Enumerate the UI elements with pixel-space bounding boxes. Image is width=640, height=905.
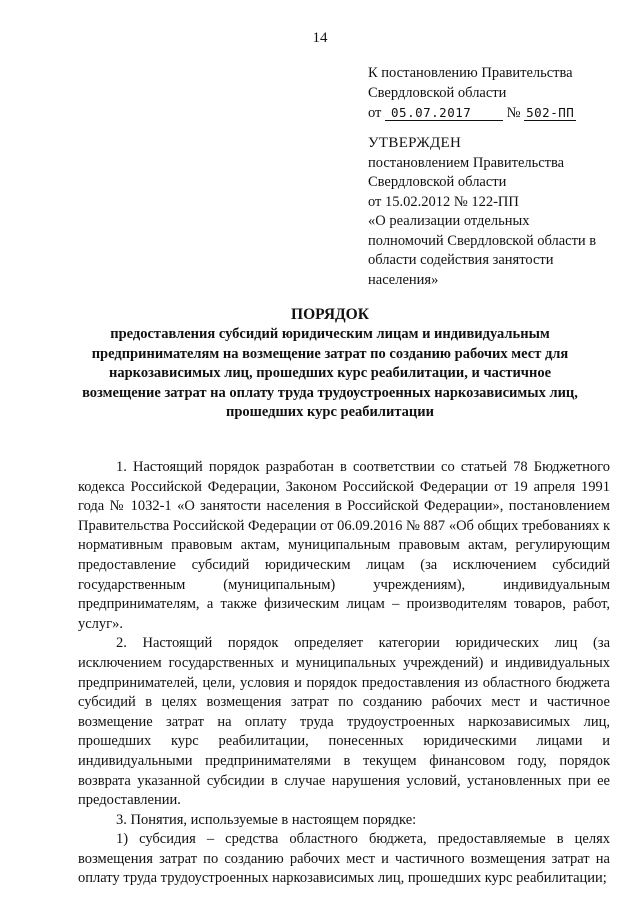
- approved-line: Свердловской области: [368, 174, 507, 190]
- header-number: 502-ПП: [526, 105, 575, 120]
- header-line-1: К постановлению Правительства: [368, 65, 573, 81]
- paragraph-2: 2. Настоящий порядок определяет категории юридических лиц (за исключением государственных и муниципальных учреждений) и индивидуальных предпринимателей, цели, условия и порядок предоставления из областного бюджета субсидий в целях возмещения затрат по созданию рабочих мест и частичное возмещение затрат на оплату труда трудоустроенных наркозависимых лиц, прошедших курс реабилитации, понесенных юридическими лицами и индивидуальными предпринимателями в текущем финансовом году, порядок возврата указанной субсидии в случае нарушения условий, установленных при ее предоставлении.: [78, 635, 610, 809]
- approved-line: «О реализации отдельных: [368, 213, 530, 229]
- header-line-2: Свердловской области: [368, 85, 507, 101]
- header-date-line: [368, 103, 620, 123]
- approved-block: [368, 134, 620, 290]
- document-title: ПОРЯДОК: [291, 306, 369, 323]
- paragraph-1: 1. Настоящий порядок разработан в соответствии со статьей 78 Бюджетного кодекса Российской Федерации, Законом Российской Федерации от 19 апреля 1991 года № 1032-1 «О занятости населения в Российской Федерации», постановлением Правительства Российской Федерации от 06.09.2016 № 887 «Об общих требованиях к нормативным правовым актам, муниципальным правовым актам, регулирующим предоставление субсидий юридическим лицам (за исключением субсидий государственным (муниципальным) учреждениям), индивидуальным предпринимателям, а также физическим лицам – производителям товаров, работ, услуг».: [78, 459, 610, 632]
- approved-title: УТВЕРЖДЕН: [368, 135, 462, 151]
- paragraph-4: 1) субсидия – средства областного бюджета, предоставляемые в целях возмещения затрат по созданию рабочих мест и частичного возмещения затрат на оплату труда трудоустроенных наркозависимых лиц, прошедших курс реабилитации;: [78, 831, 610, 887]
- approved-line: полномочий Свердловской области в: [368, 232, 597, 249]
- document-header: [368, 63, 620, 123]
- header-from-prefix: от: [368, 105, 382, 121]
- document-subtitle: предоставления субсидий юридическим лицам и индивидуальным предпринимателям на возмещение затрат по созданию рабочих мест для наркозависимых лиц, прошедших курс реабилитации, и частичное возмещение затрат на оплату труда трудоустроенных наркозависимых лиц, прошедших курс реабилитации: [82, 326, 578, 420]
- paragraph-3: 3. Понятия, используемые в настоящем порядке:: [116, 811, 417, 828]
- approved-line: области содействия занятости: [368, 252, 554, 268]
- header-number-prefix: №: [506, 105, 521, 121]
- approved-line: постановлением Правительства: [368, 154, 565, 171]
- approved-line: от 15.02.2012 № 122-ПП: [368, 193, 519, 210]
- document-body: [78, 458, 610, 889]
- page-number: 14: [312, 30, 328, 46]
- approved-line: населения»: [368, 271, 439, 288]
- header-date: 05.07.2017: [385, 106, 503, 121]
